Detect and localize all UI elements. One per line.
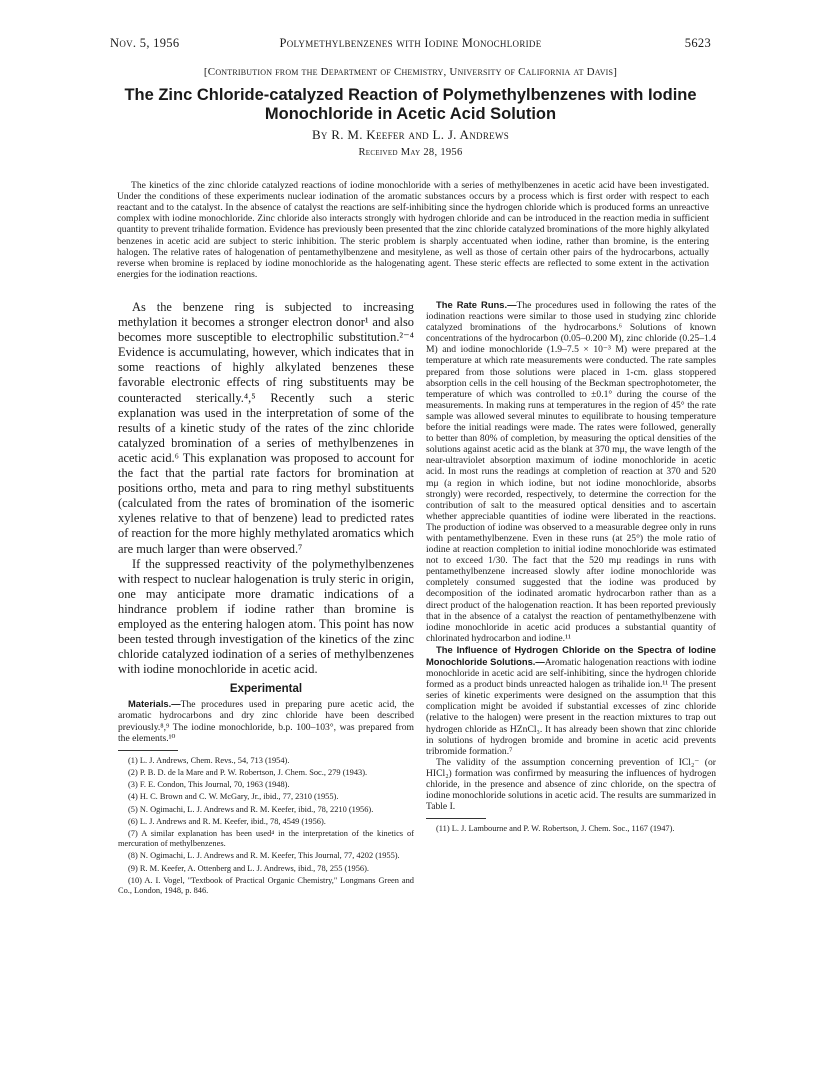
footnotes-right bbox=[426, 824, 716, 834]
footnote-item: (1) L. J. Andrews, Chem. Revs., 54, 713 (1954). bbox=[128, 755, 290, 765]
rate-runs-text: The procedures used in following the rates of the iodination reactions were similar to those used in studying zinc chloride catalyzed brominations of the hydrocarbons.⁶ Solutions of known concentrations of the hydrocarbon (0.05–0.200 M), zinc chloride (0.25–1.4 M) and iodine monochloride (1.9–7.5 × 10⁻³ M) were prepared at the temperature at which rate measurements were conducted. The rate samples prepared from those solutions were placed in 1-cm. glass stoppered absorption cells in the cell housing of the Beckman spectrophotometer, the temperature of which was controlled to ±0.1° during the course of the measurements. In making runs at temperatures in the region of 45° the rate sample was allowed several minutes to equilibrate to housing temperature before the initial readings were made. The rates were followed, generally to better than 80% of completion, by measuring the optical densities of the solutions against acetic acid as the blank at 370 mμ, the wave length of the near-ultraviolet absorption maximum of iodine monochloride in acetic acid. In most runs the readings at completion of reaction at 370 and 520 mμ (a region in which iodine, but not iodine monochloride, absorbs strongly) were recorded, respectively, to determine the correction for the contribution of salt to the measured optical densities and to ascertain whether appreciable quantities of iodine were liberated in the reactions. The production of iodine was observed to a measurable degree only in runs with pentamethylbenzene. Even in these runs (at 25°) the mole ratio of iodine at reaction completion to initial iodine monochloride was estimated not to exceed 1/30. The fact that the 520 mμ readings in runs with pentamethylbenzene increased slowly after iodine monochloride was completely consumed suggested that the iodine was produced by decomposition of the iodinated aromatic hydrocarbon rather than as a direct product of the halogenation reaction. It has been reported previously that in the absence of a catalyst the reaction of pentamethylbenzene with iodine monochloride in acetic acid produces a substantial quantity of chlorinated hydrocarbon and iodine.¹¹ bbox=[426, 300, 716, 644]
contribution-line: [Contribution from the Department of Chemistry, University of California at Davis] bbox=[203, 66, 618, 78]
footnote-item: (10) A. I. Vogel, "Textbook of Practical Organic Chemistry," Longmans Green and Co., London, 1948, p. 846. bbox=[118, 875, 414, 895]
footnote-rule bbox=[426, 818, 486, 819]
validity-paragraph: The validity of the assumption concerning prevention of ICl₂⁻ (or HICl₂) formation was confirmed by measuring the influences of hydrogen chloride, in the presence and absence of zinc chloride, on the spectra of iodine monochloride solutions in acetic acid. The results are summarized in Table I. bbox=[426, 756, 716, 813]
page-number: 5623 bbox=[684, 36, 711, 50]
article-title: The Zinc Chloride-catalyzed Reaction of Polymethylbenzenes with Iodine Monochloride in Acetic Acid Solution bbox=[124, 86, 697, 123]
footnote-item: (8) N. Ogimachi, L. J. Andrews and R. M. Keefer, This Journal, 77, 4202 (1955). bbox=[128, 851, 400, 861]
intro-paragraph-1: As the benzene ring is subjected to increasing methylation it becomes a stronger electron donor¹ and also becomes more susceptible to electrophilic substitution.²⁻⁴ Evidence is accumulating, however, which indicates that in some reactions of highly alkylated benzenes these favorable electronic effects of ring substituents may be counteracted sterically.⁴,⁵ Recently such a steric explanation was used in the interpretation of some of the results of a kinetic study of the rates of the zinc chloride catalyzed bromination of a series of methylbenzenes in acetic acid.⁶ This explanation was proposed to account for the fact that the partial rate factors for bromination at positions ortho, meta and para to ring methyl substituents (calculated from the rates of bromination of the isomeric xylenes relative to that of benzene) lead to predicted rates of reaction for the more highly methylated aromatics which are much larger than were observed.⁷ bbox=[118, 300, 414, 556]
footnote-item: (3) F. E. Condon, This Journal, 70, 1963 (1948). bbox=[128, 780, 290, 790]
footnotes-left bbox=[118, 756, 414, 896]
footnote-item: (4) H. C. Brown and C. W. McGary, Jr., ibid., 77, 2310 (1955). bbox=[128, 792, 339, 802]
rate-runs-runin-heading: The Rate Runs.— bbox=[436, 299, 517, 310]
footnote-item: (7) A similar explanation has been used⁴ in the interpretation of the kinetics of mercuration of methylbenzenes. bbox=[118, 828, 414, 849]
running-head bbox=[110, 36, 711, 52]
footnote-item: (6) L. J. Andrews and R. M. Keefer, ibid., 78, 4549 (1956). bbox=[128, 816, 326, 826]
footnote-item: (11) L. J. Lambourne and P. W. Robertson, J. Chem. Soc., 1167 (1947). bbox=[436, 824, 675, 834]
footnote-rule bbox=[118, 750, 178, 751]
rate-runs-paragraph bbox=[426, 299, 716, 644]
materials-text: The procedures used in preparing pure acetic acid, the aromatic hydrocarbons and dry zinc chloride have been described previously.⁸,⁹ The iodine monochloride, b.p. 100–103°, was prepared from the elements.¹⁰ bbox=[118, 699, 414, 744]
author-byline: By R. M. Keefer and L. J. Andrews bbox=[311, 127, 510, 142]
received-date: Received May 28, 1956 bbox=[358, 147, 463, 158]
footnote-item: (2) P. B. D. de la Mare and P. W. Robertson, J. Chem. Soc., 279 (1943). bbox=[128, 767, 368, 777]
footnote-item: (5) N. Ogimachi, L. J. Andrews and R. M. Keefer, ibid., 78, 2210 (1956). bbox=[128, 804, 374, 814]
materials-runin-heading: Materials.— bbox=[128, 698, 181, 710]
running-title: Polymethylbenzenes with Iodine Monochloride bbox=[279, 36, 542, 50]
abstract: The kinetics of the zinc chloride catalyzed reactions of iodine monochloride with a series of methylbenzenes in acetic acid have been investigated. Under the conditions of these experiments nuclear iodination of the aromatic substances occurs by a process which is first order with respect to each reactant and to the catalyst. In the absence of catalyst the reactions are self-inhibiting since the hydrogen chloride which is produced forms an unreactive complex with iodine monochloride. Zinc chloride also interacts strongly with hydrogen chloride and can be introduced in the reaction media in sufficient quantity to prevent trihalide formation. Evidence has previously been presented that the zinc chloride catalyzed brominations of the more highly alkylated benzenes in acetic acid are subject to steric inhibition. The steric problem is sharply accentuated when iodine, rather than bromine, is the entering halogen. The relative rates of halogenation of pentamethylbenzene and mesitylene, as well as those of certain other pairs of the hydrocarbons, actually reverse when bromine is replaced by iodine monochloride as the halogenating agent. These steric effects are reflected to some extent in the activation energies for the iodination reactions. bbox=[117, 179, 709, 281]
issue-date: Nov. 5, 1956 bbox=[110, 36, 180, 50]
influence-runin-heading: The Influence of Hydrogen Chloride on the Spectra of Iodine Monochloride Solutions.— bbox=[426, 643, 716, 667]
influence-text: Aromatic halogenation reactions with iodine monochloride in acetic acid are self-inhibiting, since the hydrogen chloride formed as a product binds unreacted halogen as trihalide ion.¹¹ The present series of kinetic experiments were designed on the assumption that this complication might be avoided if substantial excesses of zinc chloride (relative to the halogen) were present in the reaction mixtures to trap out hydrogen chloride as HZnCl₃. It has already been shown that zinc chloride in solutions of hydrogen bromide and bromine in acetic acid prevents tribromide formation.⁷ bbox=[426, 657, 716, 757]
footnote-item: (9) R. M. Keefer, A. Ottenberg and L. J. Andrews, ibid., 78, 255 (1956). bbox=[128, 863, 369, 873]
intro-paragraph-2: If the suppressed reactivity of the polymethylbenzenes with respect to nuclear halogenation is truly steric in origin, one may anticipate more dramatic indications of a hindrance problem if iodine rather than bromine is employed as the entering halogen atom. This point has now been tested through investigation of the kinetics of the zinc chloride catalyzed iodination of a series of methylbenzenes with iodine monochloride in acetic acid. bbox=[118, 556, 414, 677]
section-heading-experimental: Experimental bbox=[229, 683, 303, 696]
right-column bbox=[426, 299, 716, 837]
materials-paragraph bbox=[118, 698, 414, 743]
left-column bbox=[118, 300, 414, 898]
influence-paragraph bbox=[426, 644, 716, 757]
